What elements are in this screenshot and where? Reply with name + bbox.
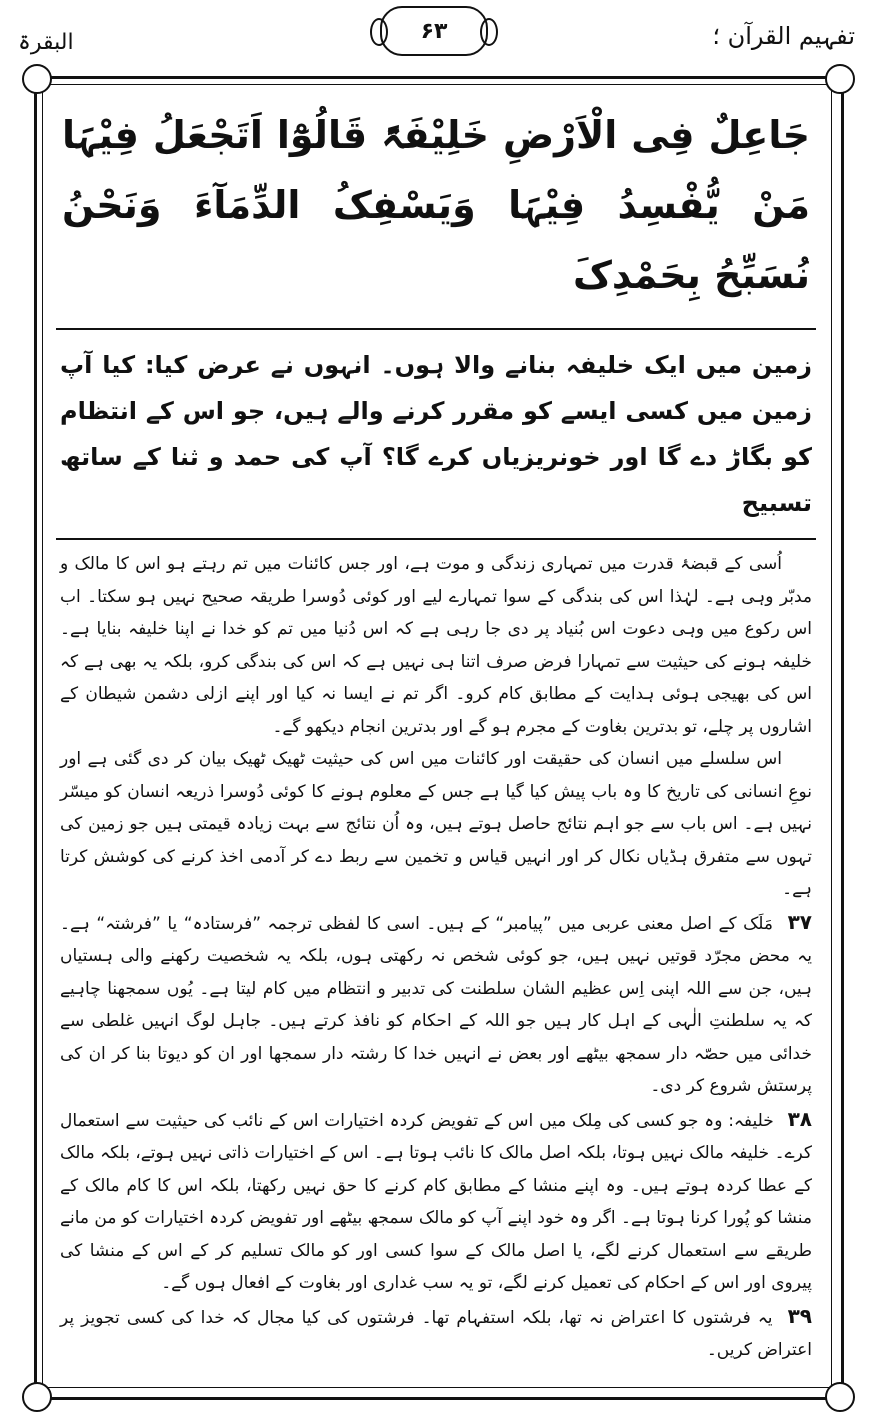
note-number: ۳۷ — [787, 909, 812, 934]
page-content — [52, 96, 820, 1376]
commentary-text: اس سلسلے میں انسان کی حقیقت اور کائنات میں اس کی حیثیت ٹھیک ٹھیک بیان کر دی گئی ہے اور نوعِ انسانی کی تاریخ کا وہ باب پیش کیا گیا ہے جس کے معلوم ہونے کا کوئی دُوسرا ذریعہ انسان کو میسّر نہیں ہے۔ اس باب سے جو اہم نتائج حاصل ہوتے ہیں، وہ اُن نتائج سے بہت زیادہ قیمتی ہیں جو زمین کی تہوں سے متفرق ہڈیاں نکال کر اور انہیں قیاس و تخمین سے ربط دے کر آدمی اخذ کرنے کی کوشش کرتا ہے۔ — [60, 749, 812, 899]
verse-translation: زمین میں ایک خلیفہ بنانے والا ہوں۔ انہوں نے عرض کیا: کیا آپ زمین میں کسی ایسے کو مقرر کرنے والے ہیں، جو اس کے انتظام کو بگاڑ دے گا اور خونریزیاں کرے گا؟ آپ کی حمد و ثنا کے ساتھ تسبیح — [60, 351, 812, 517]
divider — [56, 328, 816, 330]
commentary-note — [60, 906, 812, 1103]
arabic-verse: جَاعِلٌ فِی الْاَرْضِ خَلِیْفَۃً قَالُوْٓا اَتَجْعَلُ فِیْہَا مَنْ یُّفْسِدُ فِیْہَا وَیَسْفِکُ الدِّمَآءَ وَنَحْنُ نُسَبِّحُ بِحَمْدِکَ — [62, 113, 810, 297]
commentary-note — [60, 1300, 812, 1367]
commentary-paragraph — [60, 548, 812, 743]
book-title: تفہیم القرآن ؛ — [712, 22, 855, 50]
commentary-text: خلیفہ: وہ جو کسی کی مِلک میں اس کے تفویض کردہ اختیارات اس کے نائب کی حیثیت سے استعمال کرے۔ خلیفہ مالک نہیں ہوتا، بلکہ اصل مالک کا نائب ہوتا ہے۔ اس کے اختیارات ذاتی نہیں ہوتے، بلکہ مالک کے عطا کردہ ہوتے ہیں۔ وہ اپنے منشا کے مطابق کام کرنے کا حق نہیں رکھتا، بلکہ اس کا کام مالک کے منشا کو پُورا کرنا ہوتا ہے۔ اگر وہ خود اپنے آپ کو مالک سمجھ بیٹھے اور تفویض کردہ اختیارات کو من مانے طریقے سے استعمال کرنے لگے، یا اصل مالک کے سوا کسی اور کو مالک تسلیم کر کے اس کے منشا کی پیروی اور اس کے احکام کی تعمیل کرنے لگے، تو یہ سب غداری اور بغاوت کے افعال ہوں گے۔ — [60, 1110, 812, 1293]
commentary-notes — [52, 546, 820, 1367]
commentary-paragraph — [60, 743, 812, 906]
corner-ornament-bottom-right — [825, 1382, 855, 1412]
commentary-text: مَلَک کے اصل معنی عربی میں ”پیامبر“ کے ہیں۔ اسی کا لفظی ترجمہ ”فرستادہ“ یا ”فرشتہ“ ہے۔ یہ محض مجرّد قوتیں نہیں ہیں، جو کوئی شخص نہ رکھتی ہوں، بلکہ یہ شخصیت رکھنے والی ہستیاں ہیں، جن سے اللہ اپنی اِس عظیم الشان سلطنت کی تدبیر و انتظام میں کام لیتا ہے۔ یُوں سمجھنا چاہیے کہ یہ سلطنتِ الٰہی کے اہل کار ہیں جو اللہ کے احکام کو نافذ کرتے ہیں۔ جاہل لوگ انہیں غلطی سے خدائی میں حصّہ دار سمجھ بیٹھے اور بعض نے انہیں خدا کا رشتہ دار سمجھا اور ان کو دیوتا بنا کر ان کی پرستش شروع کر دی۔ — [60, 913, 812, 1096]
corner-ornament-top-right — [825, 64, 855, 94]
page-number: ۶۳ — [420, 18, 448, 44]
note-number: ۳۸ — [787, 1106, 812, 1131]
page-number-ornament — [380, 6, 488, 56]
note-number: ۳۹ — [787, 1303, 812, 1328]
corner-ornament-bottom-left — [22, 1382, 52, 1412]
divider — [56, 538, 816, 540]
page-header — [0, 0, 873, 70]
corner-ornament-top-left — [22, 64, 52, 94]
commentary-text: یہ فرشتوں کا اعتراض نہ تھا، بلکہ استفہام تھا۔ فرشتوں کی کیا مجال کہ خدا کی کسی تجویز پر اعتراض کریں۔ — [60, 1307, 812, 1360]
commentary-text: اُسی کے قبضۂ قدرت میں تمہاری زندگی و موت ہے، اور جس کائنات میں تم رہتے ہو اس کا مالک و مدبّر وہی ہے۔ لہٰذا اس کی بندگی کے سوا تمہارے لیے اور کوئی دُوسرا طریقہ صحیح نہیں ہو سکتا۔ اب اس رکوع میں وہی دعوت اس بُنیاد پر دی جا رہی ہے کہ اس دُنیا میں تم کو خدا نے اپنا خلیفہ بنایا ہے۔ خلیفہ ہونے کی حیثیت سے تمہارا فرض صرف اتنا ہی نہیں ہے کہ اس کی بندگی کرو، بلکہ یہ بھی ہے کہ اس کی بھیجی ہوئی ہدایت کے مطابق کام کرو۔ اگر تم نے ایسا نہ کیا اور اپنے ازلی دشمن شیطان کے اشاروں پر چلے، تو بدترین بغاوت کے مجرم ہو گے اور بدترین انجام دیکھو گے۔ — [60, 554, 812, 737]
surah-name: البقرۃ — [18, 30, 74, 55]
commentary-note — [60, 1103, 812, 1300]
